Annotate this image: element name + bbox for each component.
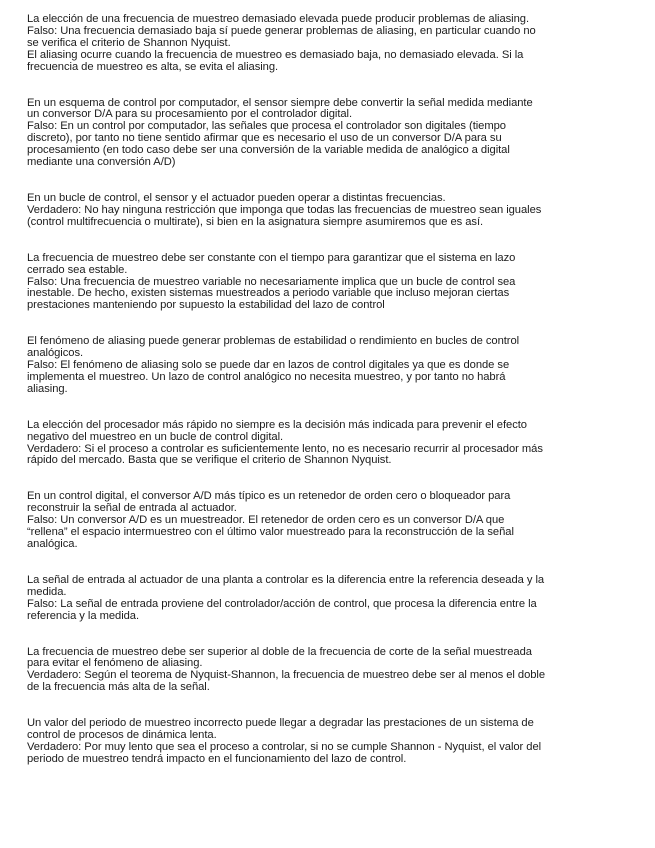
statement-block bbox=[27, 98, 633, 169]
text-line: cerrado sea estable. bbox=[27, 263, 128, 276]
text-line: para evitar el fenómeno de aliasing. bbox=[27, 657, 203, 670]
text-line: Verdadero: Según el teorema de Nyquist-Shannon, la frecuencia de muestreo debe ser al menos el doble bbox=[27, 669, 546, 682]
text-line: La elección de una frecuencia de muestreo demasiado elevada puede producir problemas de aliasing. bbox=[27, 13, 530, 25]
text-line: discreto), por tanto no tiene sentido afirmar que es necesario el uso de un conversor D/A para su bbox=[27, 132, 502, 145]
statement-block bbox=[27, 14, 633, 74]
text-line: Falso: La señal de entrada proviene del controlador/acción de control, que procesa la diferencia entre la bbox=[27, 597, 537, 610]
text-line: Falso: En un control por computador, las señales que procesa el controlador son digitales (tiempo bbox=[27, 120, 506, 133]
statement-block bbox=[27, 253, 633, 313]
text-line: control de procesos de dinámica lenta. bbox=[27, 729, 217, 742]
text-line: “rellena” el espacio intermuestreo con el último valor muestreado para la reconstrucción de la señal bbox=[27, 526, 514, 539]
text-line: La señal de entrada al actuador de una planta a controlar es la diferencia entre la referencia deseada y la bbox=[27, 573, 545, 586]
document-page bbox=[27, 14, 633, 790]
text-line: referencia y la medida. bbox=[27, 609, 140, 622]
text-line: La elección del procesador más rápido no siempre es la decisión más indicada para prevenir el efecto bbox=[27, 418, 527, 431]
text-line: reconstruir la señal de entrada al actuador. bbox=[27, 502, 237, 515]
text-line: mediante una conversión A/D) bbox=[27, 156, 176, 169]
text-line: negativo del muestreo en un bucle de control digital. bbox=[27, 430, 284, 443]
statement-block bbox=[27, 193, 633, 229]
text-line: se verifica el criterio de Shannon Nyquist. bbox=[27, 36, 231, 49]
text-line: prestaciones manteniendo por supuesto la estabilidad del lazo de control bbox=[27, 299, 385, 312]
text-line: Falso: Un conversor A/D es un muestreador. El retenedor de orden cero es un conversor D/A que bbox=[27, 514, 505, 527]
text-line: procesamiento (en todo caso debe ser una conversión de la variable medida de analógico a digital bbox=[27, 144, 510, 157]
text-line: analógica. bbox=[27, 538, 78, 550]
text-line: Falso: Una frecuencia demasiado baja sí puede generar problemas de aliasing, en particular cuando no bbox=[27, 24, 536, 37]
statement-block bbox=[27, 647, 633, 695]
text-line: inestable. De hecho, existen sistemas muestreados a periodo variable que incluso mejoran ciertas bbox=[27, 287, 510, 300]
text-line: Verdadero: No hay ninguna restricción que imponga que todas las frecuencias de muestreo sean iguales bbox=[27, 203, 542, 216]
text-line: de la frecuencia más alta de la señal. bbox=[27, 681, 210, 694]
text-line: aliasing. bbox=[27, 382, 68, 395]
text-line: analógicos. bbox=[27, 347, 84, 360]
text-line: rápido del mercado. Basta que se verifique el criterio de Shannon Nyquist. bbox=[27, 454, 392, 467]
text-line: El aliasing ocurre cuando la frecuencia de muestreo es demasiado baja, no demasiado elevada. Si la bbox=[27, 48, 524, 61]
text-line: frecuencia de muestreo es alta, se evita el aliasing. bbox=[27, 60, 279, 73]
text-line: Un valor del periodo de muestreo incorrecto puede llegar a degradar las prestaciones de un sistema de bbox=[27, 717, 534, 730]
text-line: En un esquema de control por computador, el sensor siempre debe convertir la señal medida mediante bbox=[27, 96, 533, 109]
text-line: El fenómeno de aliasing puede generar problemas de estabilidad o rendimiento en bucles de control bbox=[27, 335, 520, 348]
text-line: medida. bbox=[27, 585, 67, 598]
text-line: La frecuencia de muestreo debe ser superior al doble de la frecuencia de corte de la señal muestreada bbox=[27, 645, 532, 658]
text-line: Verdadero: Por muy lento que sea el proceso a controlar, si no se cumple Shannon - Nyquist, el valor del bbox=[27, 740, 542, 753]
text-line: En un bucle de control, el sensor y el actuador pueden operar a distintas frecuencias. bbox=[27, 191, 446, 204]
text-line: En un control digital, el conversor A/D más típico es un retenedor de orden cero o bloqueador para bbox=[27, 490, 511, 503]
text-line: Verdadero: Si el proceso a controlar es suficientemente lento, no es necesario recurrir al procesador más bbox=[27, 442, 543, 455]
statement-block bbox=[27, 575, 633, 623]
text-line: La frecuencia de muestreo debe ser constante con el tiempo para garantizar que el sistema en lazo bbox=[27, 251, 516, 264]
statement-block bbox=[27, 336, 633, 396]
text-line: implementa el muestreo. Un lazo de control analógico no necesita muestreo, y por tanto no habrá bbox=[27, 370, 506, 383]
statement-block bbox=[27, 718, 633, 766]
text-line: Falso: El fenómeno de aliasing solo se puede dar en lazos de control digitales ya que es donde se bbox=[27, 359, 510, 372]
statement-block bbox=[27, 420, 633, 468]
text-line: Falso: Una frecuencia de muestreo variable no necesariamente implica que un bucle de control sea bbox=[27, 275, 516, 288]
text-line: un conversor D/A para su procesamiento por el controlador digital. bbox=[27, 108, 353, 121]
text-line: periodo de muestreo tendrá impacto en el funcionamiento del lazo de control. bbox=[27, 752, 407, 765]
statement-block bbox=[27, 491, 633, 551]
text-line: (control multifrecuencia o multirate), si bien en la asignatura siempre asumiremos que es así. bbox=[27, 215, 484, 228]
